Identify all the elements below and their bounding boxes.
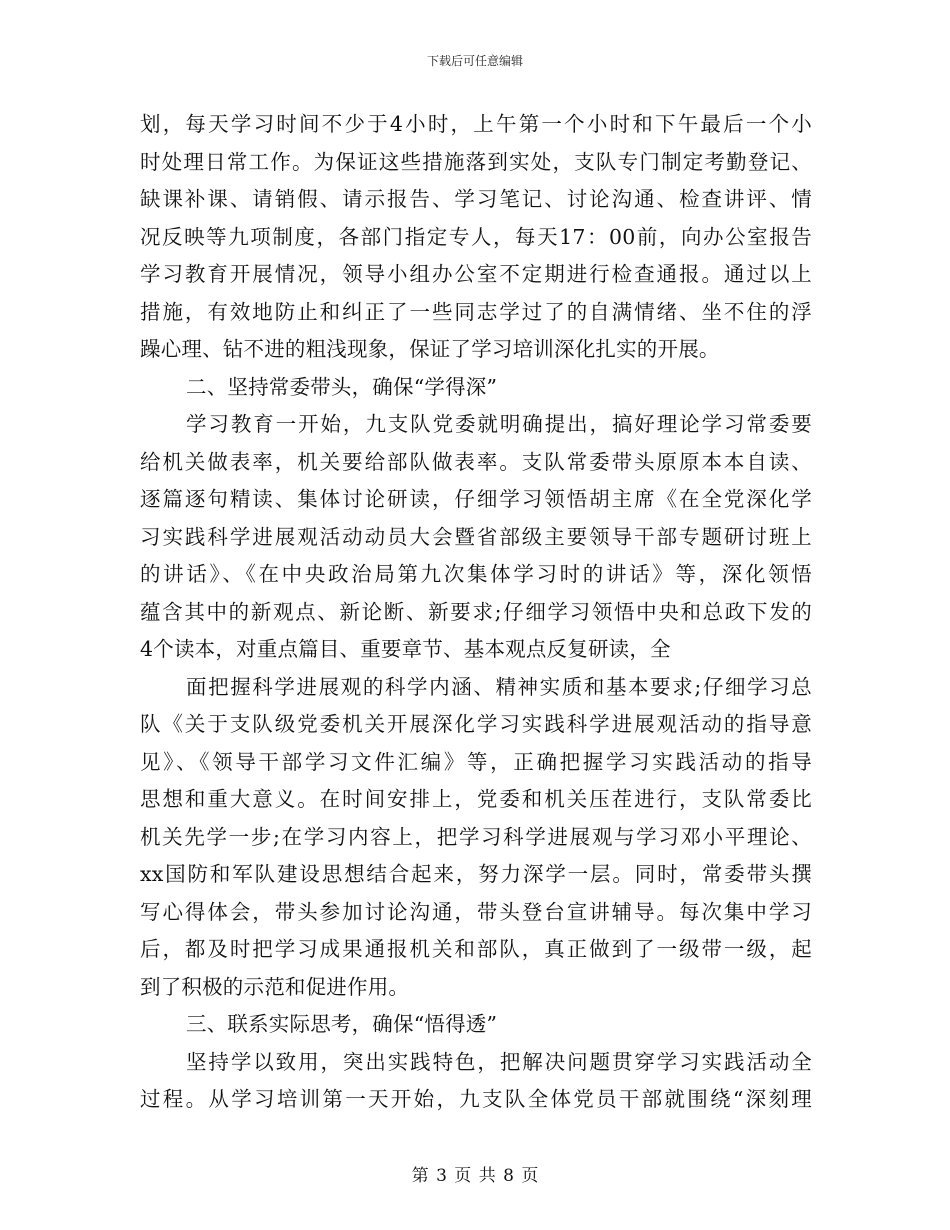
text-line: 后，都及时把学习成果通报机关和部队，真正做到了一级带一级，起 [140,937,812,961]
text-line: 况反映等九项制度，各部门指定专人，每天17：00前，向办公室报告 [140,224,812,249]
text-line: 学习教育一开始，九支队党委就明确提出，搞好理论学习常委要 [186,412,812,436]
text-line: 二、坚持常委带头，确保“学得深” [186,374,498,399]
text-line: xx国防和军队建设思想结合起来，努力深学一层。同时，常委带头撰 [140,862,812,886]
body-text [140,106,812,1119]
header-note: 下载后可任意编辑 [426,54,523,68]
text-line: 缺课补课、请销假、请示报告、学习笔记、讨论沟通、检查讲评、情 [140,187,812,211]
page-number: 第 3 页 共 8 页 [411,1166,539,1186]
text-line: 机关先学一步;在学习内容上，把学习科学进展观与学习邓小平理论、 [140,824,812,849]
text-line: 面把握科学进展观的科学内涵、精神实质和基本要求;仔细学习总 [186,674,812,699]
text-line: 写心得体会，带头参加讨论沟通，带头登台宣讲辅导。每次集中学习 [140,899,812,924]
text-line: 见》、《领导干部学习文件汇编》等，正确把握学习实践活动的指导 [140,749,812,774]
text-line: 坚持学以致用，突出实践特色，把解决问题贯穿学习实践活动全 [186,1049,812,1074]
text-line: 划，每天学习时间不少于4小时，上午第一个小时和下午最后一个小 [140,112,812,136]
text-line: 措施，有效地防止和纠正了一些同志学过了的自满情绪、坐不住的浮 [140,299,812,324]
text-line: 到了积极的示范和促进作用。 [140,974,410,999]
text-line: 给机关做表率，机关要给部队做表率。支队常委带头原原本本自读、 [140,449,812,474]
text-line: 习实践科学进展观活动动员大会暨省部级主要领导干部专题研讨班上 [140,524,812,549]
text-line: 4个读本，对重点篇目、重要章节、基本观点反复研读，全 [140,637,671,661]
text-line: 队《关于支队级党委机关开展深化学习实践科学进展观活动的指导意 [140,712,812,736]
text-line: 思想和重大意义。在时间安排上，党委和机关压茬进行，支队常委比 [140,787,812,811]
text-line: 逐篇逐句精读、集体讨论研读，仔细学习领悟胡主席《在全党深化学 [140,487,812,511]
text-line: 躁心理、钻不进的粗浅现象，保证了学习培训深化扎实的开展。 [140,337,720,361]
text-line: 学习教育开展情况，领导小组办公室不定期进行检查通报。通过以上 [140,262,812,286]
text-line: 三、联系实际思考，确保“悟得透” [186,1012,498,1036]
text-line: 时处理日常工作。为保证这些措施落到实处，支队专门制定考勤登记、 [140,149,812,174]
text-line: 过程。从学习培训第一天开始，九支队全体党员干部就围绕“深刻理 [140,1087,812,1111]
text-line: 蕴含其中的新观点、新论断、新要求;仔细学习领悟中央和总政下发的 [140,599,812,624]
text-line: 的讲话》、《在中央政治局第九次集体学习时的讲话》等，深化领悟 [140,562,812,586]
